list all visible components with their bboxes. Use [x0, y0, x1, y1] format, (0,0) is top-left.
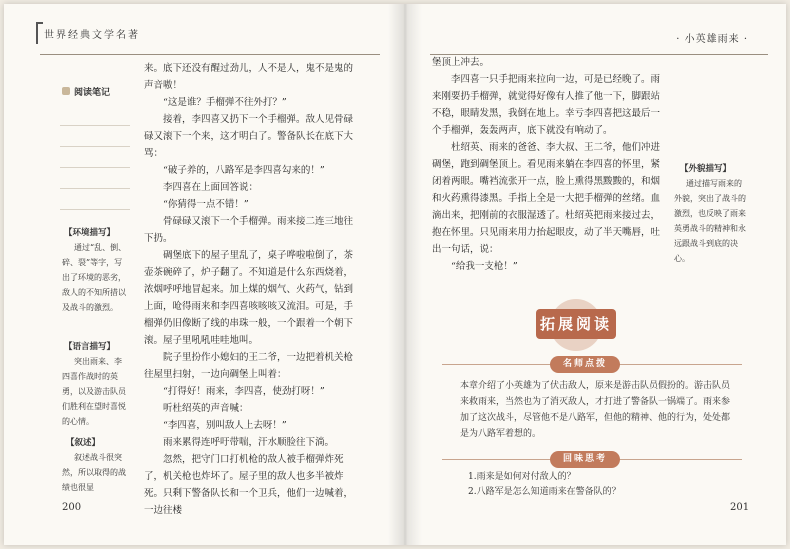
expand-reading-title: 拓展阅读 — [536, 309, 616, 339]
paragraph: “李四喜，别叫敌人上去呀！” — [163, 420, 287, 431]
paragraph-narration: 忽然，把守门口打机枪的敌人被手榴弹炸死了，机关枪也炸坏了。屋子里的敌人也多半被炸死。只剩下警备队长和一个卫兵，他们一边喊着，一边往楼 — [144, 454, 354, 516]
paragraph: 雨来累得连呼吁带喘，汗水顺脸往下淌。 — [163, 437, 335, 448]
side-note-tag-narration: 【 叙述 】 — [66, 436, 100, 448]
side-note-tag-appearance: 【 外貌描写 】 — [680, 162, 731, 174]
left-header-rule — [40, 54, 380, 55]
review-title: 回味思考 — [550, 451, 620, 468]
paragraph: “给我一支枪！” — [451, 261, 518, 272]
paragraph: 堡顶上冲去。 — [432, 57, 490, 68]
side-note-appearance: 通过描写雨来的外貌，突出了战斗的激烈，也反映了雨来英勇战斗的精神和永远跟战斗到底的决心。 — [674, 179, 746, 263]
review-questions — [468, 470, 728, 500]
reading-notes-column — [60, 84, 130, 210]
paragraph: 骨碌碌又滚下一个手榴弹。雨来接二连三地往下扔。 — [144, 216, 354, 244]
paragraph: 李四喜在上面回答说： — [163, 182, 259, 193]
paragraph: “破子养的，八路军是李四喜勾来的！” — [163, 165, 325, 176]
question-item: 2.八路军是怎么知道雨来在警备队的？ — [468, 487, 621, 497]
paragraph: 听杜绍英的声音喊： — [163, 403, 249, 414]
right-page-number: 201 — [730, 502, 750, 513]
left-page — [4, 4, 396, 545]
side-note-environment: 通过“乱、倒、碎、裂”等字，写出了环境的恶劣，敌人的不知所措以及战斗的激烈。 — [62, 243, 127, 312]
paragraph: 来。底下还没有醒过劲儿，人不是人，鬼不是鬼的声音嗷！ — [144, 63, 354, 91]
paragraph-dialogue: “打得好！雨来，李四喜，使劲打呀！” — [163, 386, 325, 397]
paragraph: 接着，李四喜又扔下一个手榴弹。敌人见骨碌碌又滚下一个来，这才明白了。警备队长在底下大骂： — [144, 114, 354, 159]
paragraph: “你猜得一点不错！” — [163, 199, 249, 210]
side-note-dialogue: 突出雨来、李四喜作战时的英勇，以及游击队员们胜利在望时喜悦的心情。 — [62, 357, 126, 426]
right-body-text — [432, 54, 660, 275]
left-running-header: 世界经典文学名著 — [44, 26, 140, 41]
right-running-header: · 小英雄雨来 · — [676, 34, 748, 45]
paragraph-environment: 碉堡底下的屋子里乱了，桌子哗啦啦倒了，茶壶茶碗碎了，炉子翻了。不知道是什么东西烧着，浓烟呼呼地冒起来。加上煤的烟气、火药气，钻到上面，呛得雨来和李四喜咳咳咳又流泪。可是，手榴弹仍旧像断了线的串珠一般，一个跟着一个朝下滚。屋子里吼吼哇哇地叫。 — [144, 250, 354, 346]
teacher-comment-title: 名师点拨 — [550, 356, 620, 373]
book-spread — [4, 4, 786, 545]
paragraph: 院子里扮作小媳妇的王二爷，一边把着机关枪往屋里扫射，一边向碉堡上叫着： — [144, 352, 354, 380]
reading-notes-lines — [60, 105, 130, 210]
side-note-tag-dialogue: 【 语言描写 】 — [64, 340, 115, 352]
reading-notes-title: 阅读笔记 — [60, 84, 130, 101]
left-body-text — [144, 60, 362, 519]
side-note-narration: 叙述战斗很突然，所以取得的战绩也很显 — [62, 453, 126, 492]
paragraph: 李四喜一只手把雨来拉向一边，可是已经晚了。雨来刚要扔手榴弹，就觉得好像有人推了他一下，脚跟站不稳，眼睛发黑，我倒在地上。幸亏李四喜把这最后一个手榴弹，轰轰两声，底下就没有响动了。 — [432, 74, 661, 136]
teacher-comment-text: 本章介绍了小英雄为了伏击敌人，原来是游击队员假扮的。游击队员来救雨来，当然也为了消灭敌人，才打进了警备队一锅端了。雨来参加了这次战斗，尽管他不是八路军，但他的精神、他的行为，处处都是为八路军着想的。 — [460, 381, 731, 439]
right-page — [402, 4, 786, 545]
left-page-number: 200 — [62, 502, 82, 513]
side-note-tag-environment: 【 环境描写 】 — [64, 226, 115, 238]
paragraph: “这是谁？手榴弹不往外打？” — [163, 97, 287, 108]
paragraph-appearance: 杜绍英、雨来的爸爸、李大叔、王二爷，他们冲进碉堡，跑到碉堡顶上。看见雨来躺在李四喜的怀里，紧闭着两眼。嘴裆流张开一点，脸上熏得黑黢黢的，和烟和火药熏得漆黑。手指上全是一大把手榴弹的丝绪。血滴出来，把刚前的衣服湿透了。杜绍英把雨来接过去，抱在怀里。只见雨来用力抬起眼皮，动了半天嘴唇，吐出一句话，说： — [432, 142, 661, 255]
expand-reading-banner — [532, 299, 620, 349]
question-item: 1.雨来是如何对付敌人的？ — [468, 472, 576, 482]
